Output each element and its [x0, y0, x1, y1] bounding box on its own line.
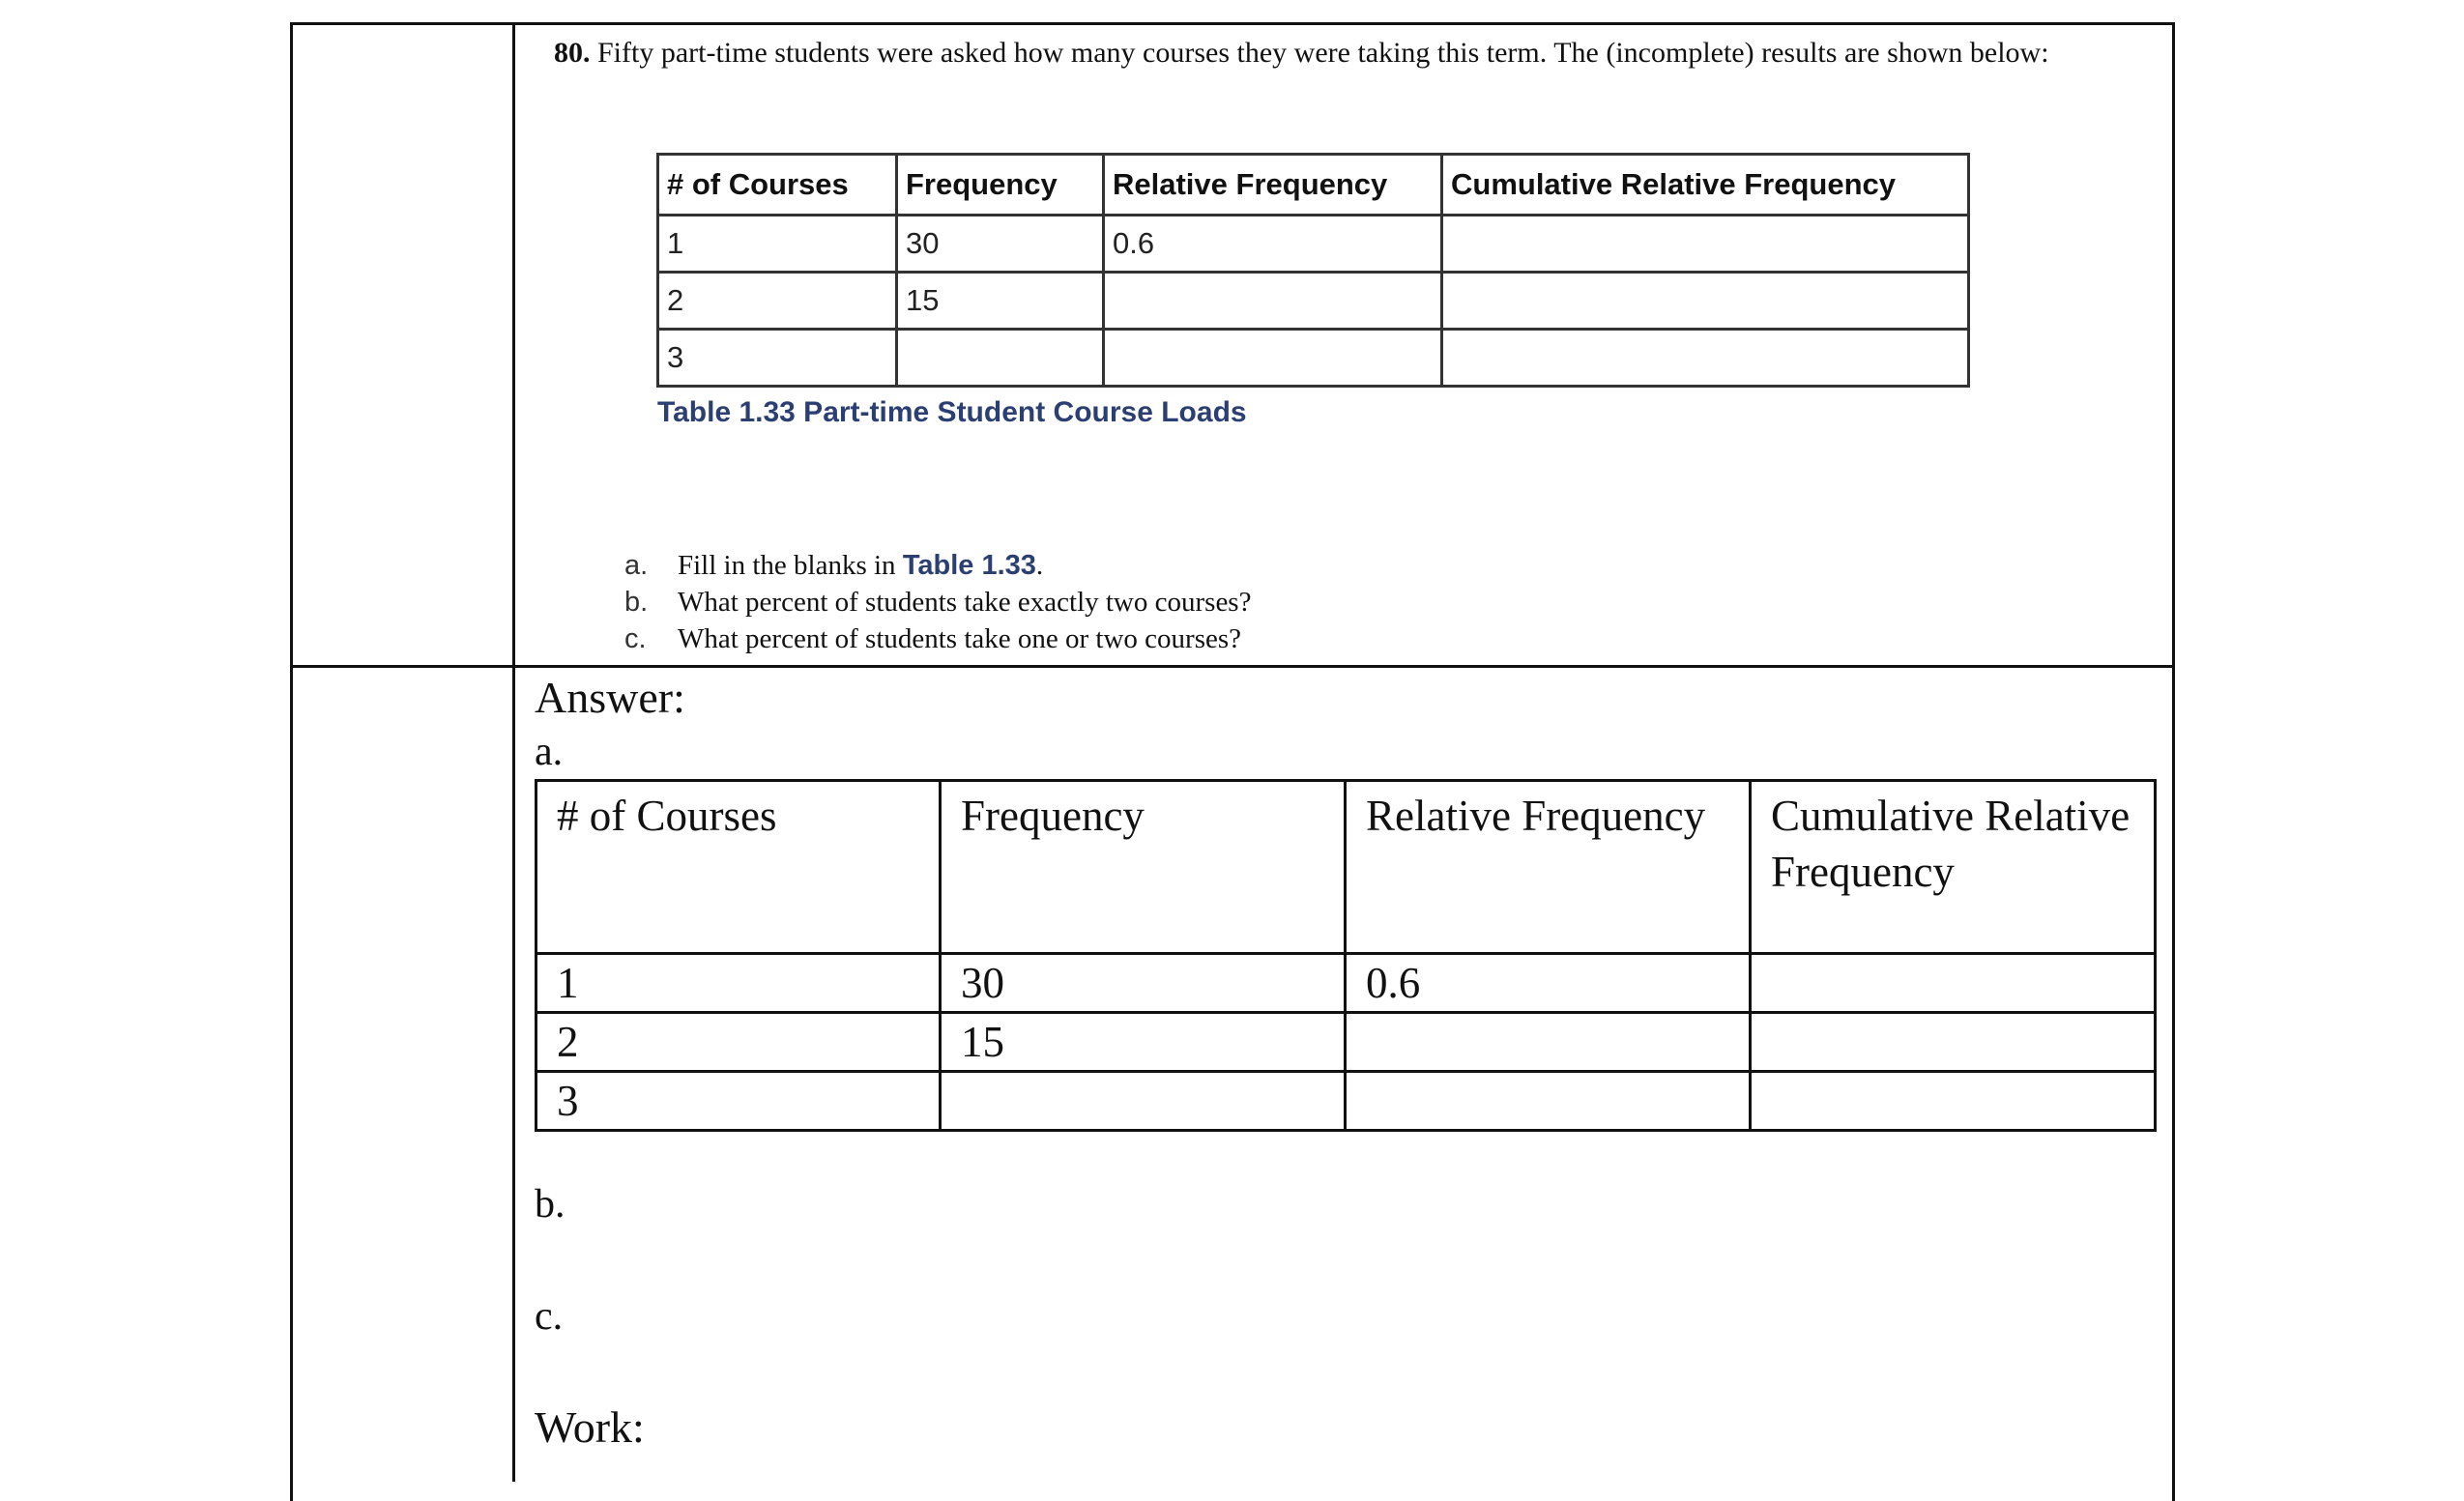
cell — [1442, 330, 1969, 387]
header-courses: # of Courses — [536, 781, 941, 954]
list-item — [624, 621, 1251, 657]
header-relative-frequency: Relative Frequency — [1104, 155, 1442, 216]
list-item — [624, 584, 1251, 621]
cell: 1 — [658, 216, 897, 273]
header-frequency: Frequency — [941, 781, 1346, 954]
cell — [897, 330, 1104, 387]
cell[interactable] — [1346, 1072, 1751, 1131]
cell — [1442, 216, 1969, 273]
cell[interactable]: 15 — [941, 1013, 1346, 1072]
question-body: Fifty part-time students were asked how many courses they were taking this term. The (incomplete) results are shown below: — [597, 37, 2049, 69]
cell[interactable] — [1346, 1013, 1751, 1072]
cell — [1442, 273, 1969, 330]
cell[interactable]: 30 — [941, 954, 1346, 1013]
table-row — [536, 1072, 2156, 1131]
cell: 30 — [897, 216, 1104, 273]
cell: 3 — [658, 330, 897, 387]
cell[interactable] — [1751, 1013, 2156, 1072]
work-label: Work: — [535, 1402, 645, 1452]
table-reference-link[interactable]: Table 1.33 — [902, 550, 1036, 581]
cell: 15 — [897, 273, 1104, 330]
table-row — [658, 216, 1969, 273]
part-text: What percent of students take one or two courses? — [678, 623, 1242, 654]
cell: 2 — [658, 273, 897, 330]
table-row — [658, 273, 1969, 330]
list-item — [624, 547, 1251, 584]
answer-part-b-label: b. — [535, 1182, 565, 1227]
part-text-before: Fill in the blanks in — [678, 550, 903, 581]
table-caption: Table 1.33 Part-time Student Course Loads — [657, 396, 1247, 428]
header-frequency: Frequency — [897, 155, 1104, 216]
table-row — [658, 330, 1969, 387]
part-label: c. — [624, 623, 647, 654]
question-parts — [624, 547, 1251, 657]
answer-part-c-label: c. — [535, 1294, 564, 1339]
cell[interactable]: 0.6 — [1346, 954, 1751, 1013]
answer-label: Answer: — [535, 673, 685, 722]
cell[interactable]: 1 — [536, 954, 941, 1013]
header-relative-frequency: Relative Frequency — [1346, 781, 1751, 954]
cell: 0.6 — [1104, 216, 1442, 273]
question-text — [554, 35, 2101, 72]
table-row — [536, 1013, 2156, 1072]
table-header-row — [658, 155, 1969, 216]
answer-part-a-label: a. — [535, 730, 564, 774]
part-label: a. — [624, 550, 649, 581]
part-label: b. — [624, 587, 649, 618]
table-row — [536, 954, 2156, 1013]
cell[interactable]: 3 — [536, 1072, 941, 1131]
header-cumulative-relative-frequency: Cumulative Relative Frequency — [1442, 155, 1969, 216]
source-frequency-table — [656, 153, 1970, 388]
header-courses: # of Courses — [658, 155, 897, 216]
column-divider — [512, 22, 515, 1482]
part-text: What percent of students take exactly two courses? — [678, 587, 1252, 618]
cell[interactable]: 2 — [536, 1013, 941, 1072]
cell — [1104, 330, 1442, 387]
part-text — [678, 547, 1043, 584]
question-number: 80. — [554, 37, 591, 69]
header-cumulative-relative-frequency: Cumulative Relative Frequency — [1751, 781, 2156, 954]
cell[interactable] — [1751, 1072, 2156, 1131]
answer-frequency-table — [535, 779, 2157, 1132]
cell[interactable] — [1751, 954, 2156, 1013]
table-header-row — [536, 781, 2156, 954]
cell — [1104, 273, 1442, 330]
cell[interactable] — [941, 1072, 1346, 1131]
part-text-after: . — [1035, 550, 1044, 581]
row-divider — [290, 665, 2175, 668]
